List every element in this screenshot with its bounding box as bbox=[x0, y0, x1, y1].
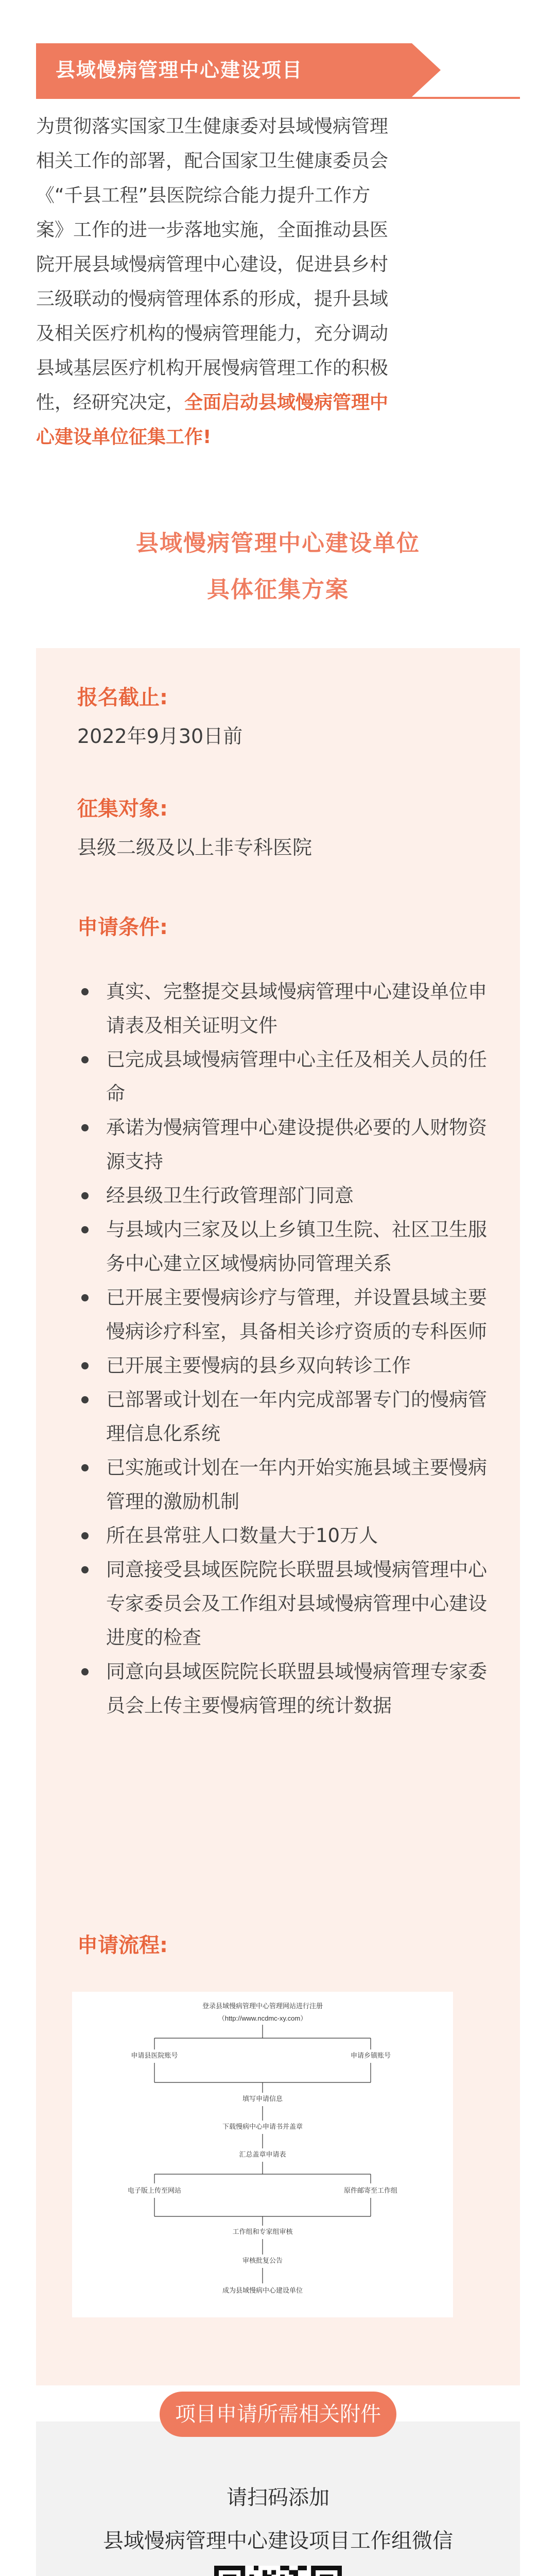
qr-module bbox=[320, 2566, 324, 2570]
qr-module bbox=[337, 2570, 342, 2575]
intro-line: 院开展县域慢病管理中心建设，促进县乡村 bbox=[36, 254, 389, 275]
tag-title: 县域慢病管理中心建设项目 bbox=[56, 59, 303, 81]
contact-box bbox=[36, 2421, 520, 2576]
target-value: 县级二级及以上非专科医院 bbox=[77, 836, 312, 859]
qr-module bbox=[219, 2566, 223, 2570]
solution-title bbox=[0, 520, 556, 613]
qr-module bbox=[280, 2566, 285, 2570]
qr-module bbox=[285, 2566, 289, 2570]
qr-code-graphic bbox=[214, 2566, 342, 2576]
intro-paragraph bbox=[36, 109, 520, 454]
qr-module bbox=[302, 2566, 307, 2570]
conditions-label: 申请条件: bbox=[77, 916, 168, 939]
condition-item: 已开展主要慢病的县乡双向转诊工作 bbox=[77, 1349, 489, 1383]
condition-item: 已完成县域慢病管理中心主任及相关人员的任命 bbox=[77, 1043, 489, 1111]
qr-module bbox=[311, 2566, 316, 2570]
attachment-badge[interactable]: 项目申请所需相关附件 bbox=[160, 2392, 396, 2437]
qr-module bbox=[289, 2570, 293, 2575]
flow-become: 成为县域慢病中心建设单位 bbox=[222, 2286, 303, 2294]
wechat-qr-code[interactable] bbox=[214, 2566, 342, 2576]
flow-approve: 审核批复公告 bbox=[242, 2257, 283, 2264]
condition-item: 已开展主要慢病诊疗与管理，并设置县域主要慢病诊疗科室，具备相关诊疗资质的专科医师 bbox=[77, 1281, 489, 1349]
qr-module bbox=[240, 2566, 245, 2570]
intro-line: 县域基层医疗机构开展慢病管理工作的积极 bbox=[36, 358, 389, 379]
flow-right-register: 申请乡镇账号 bbox=[350, 2052, 391, 2059]
qr-module bbox=[240, 2570, 245, 2575]
qr-module bbox=[214, 2570, 219, 2575]
qr-module bbox=[337, 2566, 342, 2570]
condition-item: 与县域内三家及以上乡镇卫生院、社区卫生服务中心建立区域慢病协同管理关系 bbox=[77, 1213, 489, 1281]
qr-module bbox=[232, 2566, 236, 2570]
condition-item: 同意接受县域医院院长联盟县域慢病管理中心专家委员会及工作组对县域慢病管理中心建设进度的检查 bbox=[77, 1553, 489, 1655]
condition-item: 承诺为慢病管理中心建设提供必要的人财物资源支持 bbox=[77, 1111, 489, 1179]
qr-module bbox=[298, 2566, 302, 2570]
solution-title-line: 具体征集方案 bbox=[207, 577, 349, 603]
intro-line: 相关工作的部署，配合国家卫生健康委员会 bbox=[36, 150, 389, 172]
intro-line: 案》工作的进一步落地实施，全面推动县医 bbox=[36, 219, 389, 241]
intro-line: 《“千县工程”县医院综合能力提升工作方 bbox=[36, 185, 371, 206]
qr-module bbox=[228, 2566, 232, 2570]
flow-download: 下载慢病中心申请书并盖章 bbox=[222, 2123, 303, 2130]
condition-item: 所在县常驻人口数量大于10万人 bbox=[77, 1519, 489, 1553]
qr-module bbox=[293, 2570, 298, 2575]
flow-title: 登录县域慢病管理中心管理网站进行注册 bbox=[202, 2002, 323, 2010]
qr-module bbox=[271, 2570, 276, 2575]
deadline-label: 报名截止: bbox=[77, 686, 168, 709]
flow-left-register: 申请县医院账号 bbox=[131, 2052, 178, 2059]
flow-summary: 汇总盖章申请表 bbox=[239, 2150, 286, 2158]
condition-item: 已实施或计划在一年内开始实施县域主要慢病管理的激励机制 bbox=[77, 1451, 489, 1519]
intro-line-last bbox=[36, 385, 520, 420]
scan-prompt: 请扫码添加 bbox=[227, 2486, 329, 2510]
tag-underline bbox=[36, 97, 520, 99]
flow-review: 工作组和专家组审核 bbox=[232, 2228, 293, 2235]
conditions-list bbox=[77, 975, 489, 1723]
condition-item: 同意向县域医院院长联盟县域慢病管理专家委员会上传主要慢病管理的统计数据 bbox=[77, 1655, 489, 1723]
qr-module bbox=[311, 2570, 316, 2575]
intro-highlight: 全面启动县域慢病管理中 bbox=[184, 392, 389, 413]
intro-line: 及相关医疗机构的慢病管理能力，充分调动 bbox=[36, 323, 389, 344]
process-label: 申请流程: bbox=[77, 1934, 168, 1957]
qr-module bbox=[316, 2566, 320, 2570]
condition-item: 已部署或计划在一年内完成部署专门的慢病管理信息化系统 bbox=[77, 1383, 489, 1451]
condition-item: 经县级卫生行政管理部门同意 bbox=[77, 1179, 489, 1213]
flow-url: （http://www.ncdmc-xy.com） bbox=[218, 2014, 307, 2022]
qr-module bbox=[214, 2566, 219, 2570]
flow-upload-online: 电子版上传至网站 bbox=[127, 2187, 182, 2194]
intro-line: 三级联动的慢病管理体系的形成，提升县域 bbox=[36, 289, 389, 310]
scan-target: 县域慢病管理中心建设项目工作组微信 bbox=[103, 2529, 453, 2553]
qr-module bbox=[333, 2566, 338, 2570]
flowchart-svg bbox=[72, 1992, 453, 2317]
deadline-value: 2022年9月30日前 bbox=[77, 725, 243, 748]
intro-highlight: 心建设单位征集工作! bbox=[36, 427, 212, 448]
qr-module bbox=[254, 2566, 258, 2570]
section-tag bbox=[36, 43, 520, 97]
flow-fill-info: 填写申请信息 bbox=[242, 2095, 283, 2103]
qr-module bbox=[328, 2566, 333, 2570]
solution-panel bbox=[36, 648, 520, 2385]
flow-submit-group: 原件邮寄至工作组 bbox=[343, 2187, 398, 2194]
target-label: 征集对象: bbox=[77, 797, 168, 821]
solution-title-line: 县域慢病管理中心建设单位 bbox=[136, 530, 420, 556]
qr-module bbox=[236, 2566, 241, 2570]
qr-module bbox=[324, 2566, 329, 2570]
condition-item: 真实、完整提交县域慢病管理中心建设单位申请表及相关证明文件 bbox=[77, 975, 489, 1043]
qr-module bbox=[223, 2566, 228, 2570]
intro-line: 性，经研究决定， bbox=[36, 392, 185, 413]
qr-module bbox=[263, 2570, 267, 2575]
tag-arrow bbox=[412, 43, 441, 97]
process-flowchart bbox=[72, 1992, 453, 2317]
intro-line: 为贯彻落实国家卫生健康委对县域慢病管理 bbox=[36, 116, 389, 137]
